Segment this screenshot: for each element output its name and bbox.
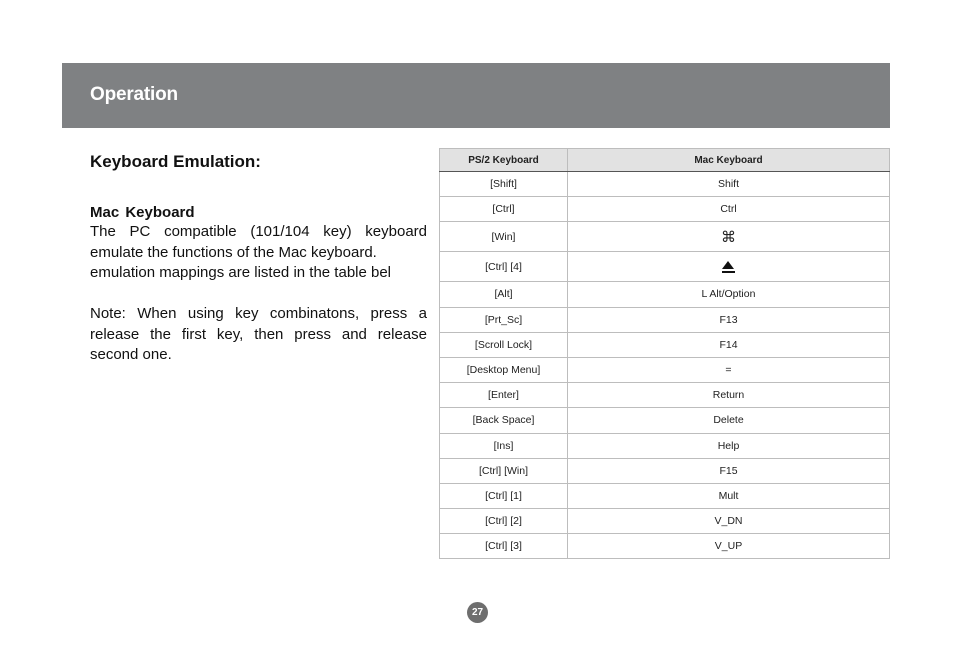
- table-row: [440, 509, 890, 534]
- paragraph-line: Note: When using key combinatons, press a: [90, 305, 427, 322]
- mac-key-cell: Mult: [568, 483, 890, 508]
- page-number-badge: 27: [467, 602, 488, 623]
- column-header-mac: Mac Keyboard: [568, 149, 890, 172]
- table-row: [440, 458, 890, 483]
- table-row: [440, 282, 890, 307]
- table-row: [440, 383, 890, 408]
- ps2-key-cell: [Shift]: [440, 172, 568, 197]
- paragraph-line: The PC compatible (101/104 key) keyboard: [90, 223, 427, 240]
- mac-key-cell: V_DN: [568, 509, 890, 534]
- table-row: [440, 408, 890, 433]
- page-title: Operation: [90, 84, 178, 105]
- table-row: [440, 222, 890, 252]
- ps2-key-cell: [Ctrl] [3]: [440, 534, 568, 559]
- ps2-key-cell: [Ctrl] [4]: [440, 252, 568, 282]
- table-row: [440, 307, 890, 332]
- table-row: [440, 534, 890, 559]
- table-row: [440, 483, 890, 508]
- ps2-key-cell: [Scroll Lock]: [440, 332, 568, 357]
- table-header-row: [440, 149, 890, 172]
- ps2-key-cell: [Ctrl] [Win]: [440, 458, 568, 483]
- table-row: [440, 357, 890, 382]
- ps2-key-cell: [Alt]: [440, 282, 568, 307]
- mac-key-cell: F15: [568, 458, 890, 483]
- column-header-ps2: PS/2 Keyboard: [440, 149, 568, 172]
- eject-icon: [722, 261, 735, 273]
- mac-key-cell: L Alt/Option: [568, 282, 890, 307]
- ps2-key-cell: [Prt_Sc]: [440, 307, 568, 332]
- ps2-key-cell: [Ctrl]: [440, 197, 568, 222]
- header-bar: [62, 63, 890, 128]
- note-paragraph: [90, 304, 427, 366]
- paragraph-line: release the first key, then press and release: [90, 325, 427, 343]
- command-key-icon: ⌘: [721, 227, 736, 246]
- mac-key-cell: Delete: [568, 408, 890, 433]
- table-row: [440, 252, 890, 282]
- mac-key-cell: Return: [568, 383, 890, 408]
- ps2-key-cell: [Enter]: [440, 383, 568, 408]
- content-column: [90, 150, 427, 380]
- ps2-key-cell: [Desktop Menu]: [440, 357, 568, 382]
- table-row: [440, 197, 890, 222]
- mac-key-cell: =: [568, 357, 890, 382]
- ps2-key-cell: [Ins]: [440, 433, 568, 458]
- keyboard-mapping-table: [439, 148, 890, 559]
- mac-key-cell: Ctrl: [568, 197, 890, 222]
- table-row: [440, 433, 890, 458]
- mac-key-cell: [568, 252, 890, 282]
- ps2-key-cell: [Back Space]: [440, 408, 568, 433]
- mac-key-cell: V_UP: [568, 534, 890, 559]
- table-row: [440, 172, 890, 197]
- mac-key-cell: Shift: [568, 172, 890, 197]
- section-title: Keyboard Emulation:: [90, 152, 261, 171]
- paragraph-line: emulate the functions of the Mac keyboard.: [90, 243, 377, 261]
- intro-paragraph: [90, 222, 427, 284]
- mac-key-cell: F14: [568, 332, 890, 357]
- mac-key-cell: [568, 222, 890, 252]
- ps2-key-cell: [Win]: [440, 222, 568, 252]
- ps2-key-cell: [Ctrl] [1]: [440, 483, 568, 508]
- subsection-title: Mac Keyboard: [90, 204, 195, 221]
- paragraph-line: second one.: [90, 346, 172, 363]
- mac-key-cell: Help: [568, 433, 890, 458]
- mac-key-cell: F13: [568, 307, 890, 332]
- paragraph-line: emulation mappings are listed in the table bel: [90, 264, 392, 281]
- ps2-key-cell: [Ctrl] [2]: [440, 509, 568, 534]
- table-row: [440, 332, 890, 357]
